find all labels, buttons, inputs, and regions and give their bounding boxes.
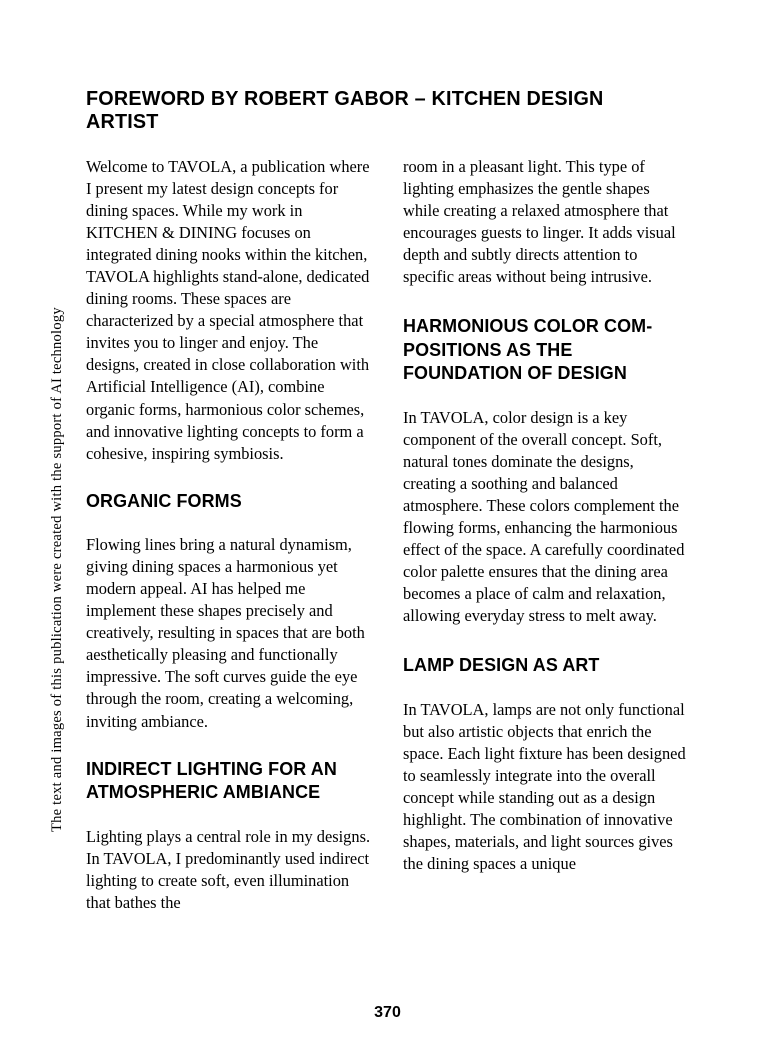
lamp-design-paragraph: In TAVOLA, lamps are not only functional but also artistic objects that enrich the space. Each light fixture has been designed to seamlessly integrate into the overall concept while standing out as a design highlight. The combination of innovative shapes, materials, and light sources gives the dining spaces a unique: [403, 699, 686, 874]
heading-lamp-design: LAMP DESIGN AS ART: [403, 654, 600, 676]
spacer: [403, 677, 690, 699]
heading-organic-forms: ORGANIC FORMS: [86, 489, 242, 511]
spacer: [86, 465, 373, 489]
right-column: [403, 156, 690, 976]
intro-paragraph: Welcome to TAVOLA, a publication where I present my latest design concepts for dining spaces. While my work in KITCHEN & DINING focuses on integrated dining nooks within the kitchen, TAVOLA highlights stand-alone, dedicated dining rooms. These spaces are characterized by a special atmosphere that invites you to linger and enjoy. The designs, created in close collaboration with Artificial Intelligence (AI), combine organic forms, harmonious color schemes, and innovative lighting concepts to form a cohesive, inspiring symbiosis.: [86, 157, 370, 463]
spacer: [86, 804, 373, 826]
spacer: [403, 385, 690, 407]
two-column-body: [86, 156, 690, 976]
spacer: [86, 733, 373, 757]
organic-forms-paragraph: Flowing lines bring a natural dynamism, giving dining spaces a harmonious yet modern appeal. AI has helped me implement these shapes precisely and creatively, resulting in spaces that are both aesthetically pleasing and functionally impressive. The soft curves guide the eye through the room, creating a welcoming, inviting ambiance.: [86, 535, 365, 731]
spacer: [86, 512, 373, 534]
heading-color-compositions: HARMONIOUS COLOR COM-POSITIONS AS THE FOUNDATION OF DESIGN: [403, 315, 653, 384]
heading-indirect-lighting: INDIRECT LIGHTING FOR AN ATMOSPHERIC AMBIANCE: [86, 757, 337, 803]
page-number: 370: [374, 1004, 401, 1021]
left-column: [86, 156, 373, 976]
continuation-paragraph: room in a pleasant light. This type of lighting emphasizes the gentle shapes while creating a relaxed atmosphere that encourages guests to linger. It adds visual depth and subtly directs attention to specific areas without being intrusive.: [403, 157, 676, 287]
page-title: FOREWORD BY ROBERT GABOR – KITCHEN DESIGN ARTIST: [86, 86, 604, 134]
spacer: [403, 627, 690, 653]
side-note-container: [0, 0, 70, 1058]
spacer: [403, 288, 690, 314]
indirect-lighting-paragraph: Lighting plays a central role in my designs. In TAVOLA, I predominantly used indirect lighting to create soft, even illumination that bathes the: [86, 826, 371, 912]
color-compositions-paragraph: In TAVOLA, color design is a key component of the overall concept. Soft, natural tones dominate the designs, creating a soothing and balanced atmosphere. These colors complement the flowing forms, enhancing the harmonious effect of the space. A carefully coordinated color palette ensures that the dining area becomes a place of calm and relaxation, allowing everyday stress to melt away.: [403, 407, 685, 626]
ai-disclaimer-side-note: The text and images of this publication were created with the support of AI technology: [49, 307, 65, 832]
